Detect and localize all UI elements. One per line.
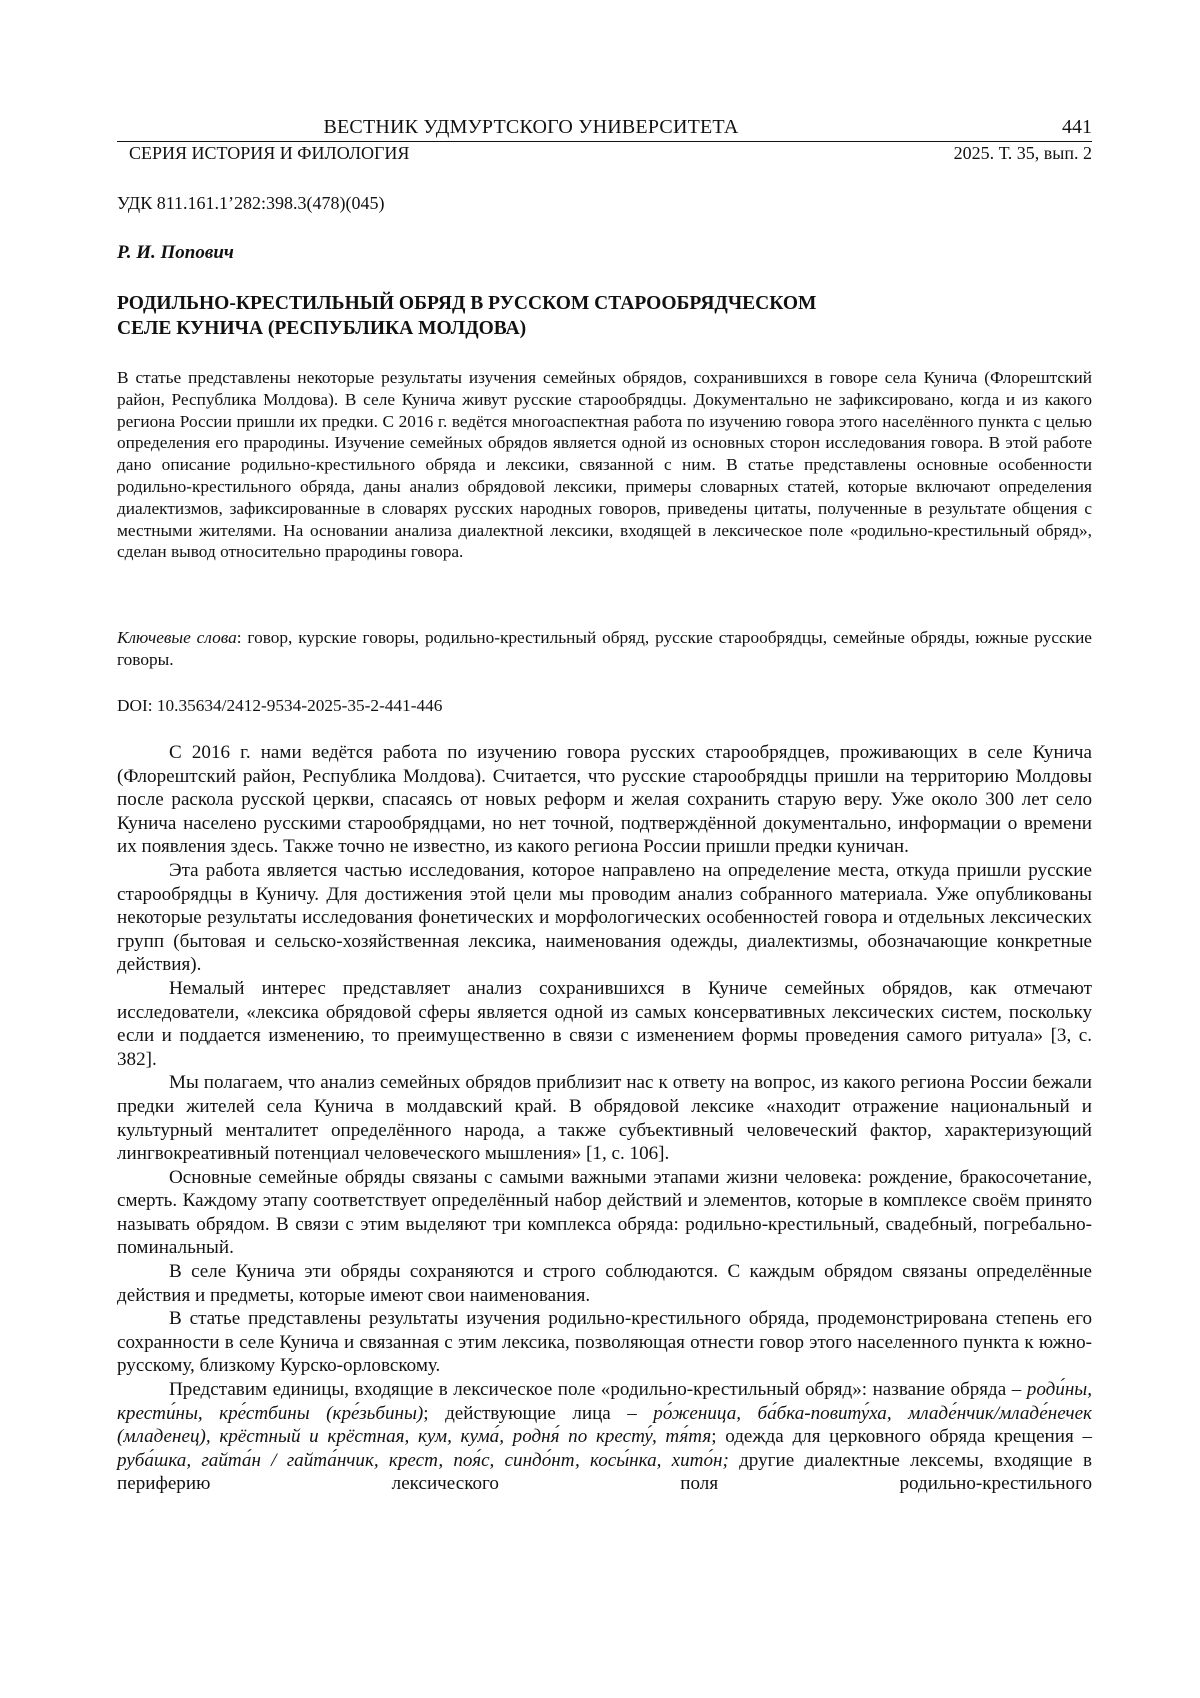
p8-terms-participants: ро́женица, ба́бка-повиту́ха, младе́нчик/младе́нечек (младенец), крёстный и крёстная, кум, кума́, родня́ по кресту́, тя́тя: [117, 1403, 1092, 1448]
body-paragraph-8: [117, 1378, 1092, 1496]
article-title-line-2: СЕЛЕ КУНИЧА (РЕСПУБЛИКА МОЛДОВА): [117, 316, 1092, 341]
p8-text-4: другие диалектные лексемы, входящие в периферию лексического поля родильно-крестильного: [117, 1450, 1092, 1495]
journal-title: ВЕСТНИК УДМУРТСКОГО УНИВЕРСИТЕТА: [117, 116, 945, 139]
body-paragraph-1: С 2016 г. нами ведётся работа по изучению говора русских старообрядцев, проживающих в селе Кунича (Флорештский район, Республика Молдова). Считается, что русские старообрядцы пришли на территорию Молдовы после раскола русской церкви, спасаясь от новых реформ и желая сохранить старую веру. Уже около 300 лет село Кунича населено русскими старообрядцами, но нет точной, подтверждённой документально, информации о времени их появления здесь. Также точно не известно, из какого региона России пришли предки куничан.: [117, 741, 1092, 859]
doi: DOI: 10.35634/2412-9534-2025-35-2-441-446: [117, 696, 442, 716]
header-divider: [117, 141, 1092, 142]
p8-terms-clothing: руба́шка, гайта́н / гайта́нчик, крест, поя́с, синдо́нт, косы́нка, хито́н;: [117, 1450, 729, 1471]
journal-series: СЕРИЯ ИСТОРИЯ И ФИЛОЛОГИЯ: [129, 143, 409, 164]
udc-code: УДК 811.161.1’282:398.3(478)(045): [117, 193, 385, 214]
body-paragraph-2: Эта работа является частью исследования, которое направлено на определение места, откуда пришли русские старообрядцы в Куничу. Для достижения этой цели мы проводим анализ собранного материала. Уже опубликованы некоторые результаты исследования фонетических и морфологических особенностей говора и отдельных лексических групп (бытовая и сельско-хозяйственная лексика, наименования одежды, диалектизмы, обозначающие конкретные действия).: [117, 859, 1092, 977]
running-header: [117, 116, 1092, 172]
p8-text-1: Представим единицы, входящие в лексическое поле «родильно-крестильный обряд»: название обряда –: [169, 1379, 1027, 1400]
keywords-label: Ключевые слова: [117, 628, 237, 647]
p8-text-2: ; действующие лица –: [423, 1403, 653, 1424]
author-name: Р. И. Попович: [117, 242, 234, 264]
body-paragraph-5: Основные семейные обряды связаны с самыми важными этапами жизни человека: рождение, бракосочетание, смерть. Каждому этапу соответствует определённый набор действий и элементов, которые в комплексе своём принято называть обрядом. В связи с этим выделяют три комплекса обряда: родильно-крестильный, свадебный, погребально-поминальный.: [117, 1166, 1092, 1260]
page-number: 441: [1062, 116, 1092, 139]
article-body: [117, 741, 1092, 1496]
article-title: [117, 291, 1092, 341]
p8-terms-rite-names: роди́ны, крести́ны, кре́стбины (кре́зьбины): [117, 1379, 1092, 1424]
body-paragraph-6: В селе Кунича эти обряды сохраняются и строго соблюдаются. С каждым обрядом связаны определённые действия и предметы, которые имеют свои наименования.: [117, 1260, 1092, 1307]
keywords: [117, 627, 1092, 671]
p8-text-3: ; одежда для церковного обряда крещения –: [711, 1426, 1092, 1447]
article-title-line-1: РОДИЛЬНО-КРЕСТИЛЬНЫЙ ОБРЯД В РУССКОМ СТАРООБРЯДЧЕСКОМ: [117, 291, 1092, 316]
abstract: В статье представлены некоторые результаты изучения семейных обрядов, сохранившихся в говоре села Кунича (Флорештский район, Республика Молдова). В селе Кунича живут русские старообрядцы. Документально не зафиксировано, когда и из какого региона России пришли их предки. С 2016 г. ведётся многоаспектная работа по изучению говора этого населённого пункта с целью определения его прародины. Изучение семейных обрядов является одной из основных сторон исследования говора. В этой работе дано описание родильно-крестильного обряда и лексики, связанной с ним. В статье представлены основные особенности родильно-крестильного обряда, даны анализ обрядовой лексики, примеры словарных статей, которые включают определения диалектизмов, зафиксированные в словарях русских народных говоров, приведены цитаты, полученные в результате общения с местными жителями. На основании анализа диалектной лексики, входящей в лексическое поле «родильно-крестильный обряд», сделан вывод относительно прародины говора.: [117, 367, 1092, 563]
body-paragraph-4: Мы полагаем, что анализ семейных обрядов приблизит нас к ответу на вопрос, из какого региона России бежали предки жителей села Кунича в молдавский край. В обрядовой лексике «находит отражение национальный и культурный менталитет определённого народа, а также субъективный человеческий фактор, характеризующий лингвокреативный потенциал человеческого мышления» [1, с. 106].: [117, 1071, 1092, 1165]
volume-issue: 2025. Т. 35, вып. 2: [954, 143, 1092, 164]
body-paragraph-3: Немалый интерес представляет анализ сохранившихся в Куниче семейных обрядов, как отмечают исследователи, «лексика обрядовой сферы является одной из самых консервативных лексических систем, поскольку если и поддается изменению, то преимущественно в связи с изменением формы проведения самого ритуала» [3, с. 382].: [117, 977, 1092, 1071]
body-paragraph-7: В статье представлены результаты изучения родильно-крестильного обряда, продемонстрирована степень его сохранности в селе Кунича и связанная с этим лексика, позволяющая отнести говор этого населенного пункта к южно-русскому, близкому Курско-орловскому.: [117, 1307, 1092, 1378]
keywords-list: : говор, курские говоры, родильно-крестильный обряд, русские старообрядцы, семейные обряды, южные русские говоры.: [117, 628, 1092, 669]
